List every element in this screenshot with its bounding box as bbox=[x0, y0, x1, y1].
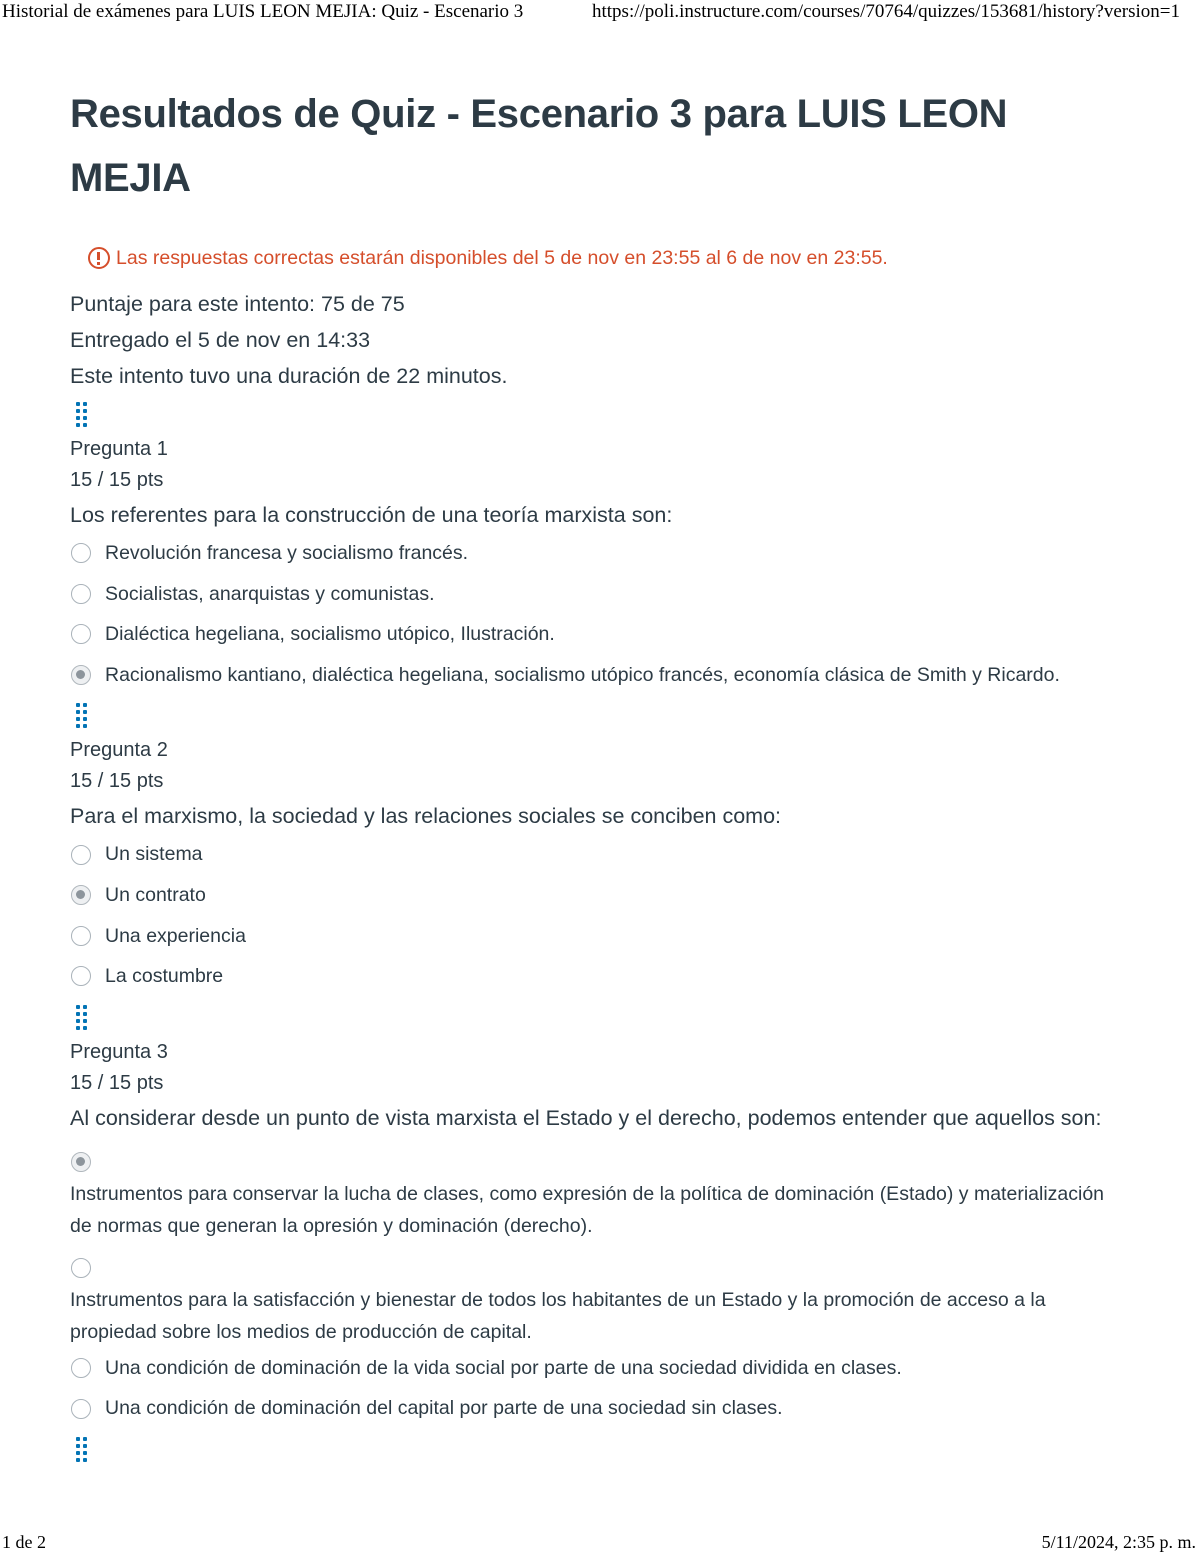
radio-icon[interactable] bbox=[71, 543, 91, 563]
print-header-title: Historial de exámenes para LUIS LEON MEJIA: Quiz - Escenario 3 bbox=[2, 1, 524, 22]
question-points: 15 / 15 pts bbox=[70, 469, 164, 491]
drag-handle-icon[interactable] bbox=[76, 703, 90, 729]
radio-icon[interactable] bbox=[71, 966, 91, 986]
question-2 bbox=[70, 735, 1130, 996]
duration-text: Este intento tuvo una duración de 22 minutos. bbox=[70, 364, 508, 388]
answer-label: Instrumentos para la satisfacción y bienestar de todos los habitantes de un Estado y la promoción de acceso a la propiedad sobre los medios de producción de capital. bbox=[70, 1288, 1046, 1343]
answers-availability-notice bbox=[88, 246, 1130, 270]
answer-label: Una condición de dominación de la vida social por parte de una sociedad dividida en clases. bbox=[105, 1356, 902, 1379]
answer-option[interactable] bbox=[70, 956, 1130, 997]
answer-option[interactable] bbox=[70, 614, 1130, 655]
answer-label: Una experiencia bbox=[105, 924, 246, 947]
drag-handle-icon[interactable] bbox=[76, 402, 90, 428]
question-3 bbox=[70, 1037, 1130, 1429]
notice-text: Las respuestas correctas estarán disponibles del 5 de nov en 23:55 al 6 de nov en 23:55. bbox=[116, 247, 888, 269]
question-title: Pregunta 1 bbox=[70, 438, 168, 460]
radio-selected-icon[interactable] bbox=[71, 1152, 91, 1172]
page-title: Resultados de Quiz - Escenario 3 para LUIS LEON MEJIA bbox=[70, 92, 1008, 200]
answer-option[interactable] bbox=[70, 1348, 1130, 1389]
answer-label: Un sistema bbox=[105, 843, 203, 866]
radio-icon[interactable] bbox=[71, 624, 91, 644]
answer-option[interactable] bbox=[70, 834, 1130, 875]
question-title: Pregunta 2 bbox=[70, 739, 168, 762]
drag-handle-icon[interactable] bbox=[76, 1437, 90, 1463]
answer-label: Racionalismo kantiano, dialéctica hegeliana, socialismo utópico francés, economía clásica de Smith y Ricardo. bbox=[105, 663, 1060, 686]
quiz-results-content bbox=[70, 82, 1130, 1469]
answer-option[interactable] bbox=[70, 574, 1130, 615]
answer-option-selected[interactable] bbox=[70, 875, 1130, 916]
answer-label: Instrumentos para conservar la lucha de clases, como expresión de la política de dominación (Estado) y materialización de normas que generan la opresión y dominación (derecho). bbox=[70, 1182, 1105, 1237]
print-header-url: https://poli.instructure.com/courses/70764/quizzes/153681/history?version=1 bbox=[592, 1, 1181, 22]
print-header bbox=[0, 0, 1200, 26]
radio-icon[interactable] bbox=[71, 1258, 91, 1278]
answer-option[interactable] bbox=[70, 533, 1130, 574]
submitted-text: Entregado el 5 de nov en 14:33 bbox=[70, 328, 371, 352]
question-1 bbox=[70, 434, 1130, 695]
page-number: 1 de 2 bbox=[2, 1532, 46, 1552]
answer-label: Un contrato bbox=[105, 883, 206, 906]
answer-option[interactable] bbox=[70, 1388, 1130, 1429]
print-footer bbox=[0, 1530, 1200, 1553]
answer-option[interactable] bbox=[70, 916, 1130, 957]
question-points: 15 / 15 pts bbox=[70, 1071, 164, 1094]
score-text: Puntaje para este intento: 75 de 75 bbox=[70, 292, 405, 316]
question-points: 15 / 15 pts bbox=[70, 770, 164, 793]
answer-option-selected[interactable] bbox=[70, 1152, 1130, 1242]
question-title: Pregunta 3 bbox=[70, 1040, 168, 1063]
answer-label: La costumbre bbox=[105, 965, 224, 988]
radio-icon[interactable] bbox=[71, 845, 91, 865]
answer-label: Socialistas, anarquistas y comunistas. bbox=[105, 582, 435, 605]
question-text: Al considerar desde un punto de vista marxista el Estado y el derecho, podemos entender que aquellos son: bbox=[70, 1105, 1102, 1130]
drag-handle-icon[interactable] bbox=[76, 1005, 90, 1031]
radio-icon[interactable] bbox=[71, 584, 91, 604]
answer-option-selected[interactable] bbox=[70, 655, 1130, 696]
attempt-summary bbox=[70, 286, 1130, 394]
radio-icon[interactable] bbox=[71, 926, 91, 946]
answer-label: Dialéctica hegeliana, socialismo utópico, Ilustración. bbox=[105, 623, 555, 646]
radio-selected-icon[interactable] bbox=[71, 885, 91, 905]
radio-icon[interactable] bbox=[71, 1358, 91, 1378]
answer-label: Revolución francesa y socialismo francés. bbox=[105, 542, 469, 564]
answer-label: Una condición de dominación del capital por parte de una sociedad sin clases. bbox=[105, 1397, 783, 1420]
radio-selected-icon[interactable] bbox=[71, 665, 91, 685]
question-text: Los referentes para la construcción de una teoría marxista son: bbox=[70, 503, 673, 527]
question-text: Para el marxismo, la sociedad y las relaciones sociales se conciben como: bbox=[70, 804, 782, 829]
warning-icon bbox=[88, 247, 110, 269]
radio-icon[interactable] bbox=[71, 1399, 91, 1419]
answer-option[interactable] bbox=[70, 1258, 1130, 1348]
print-datetime: 5/11/2024, 2:35 p. m. bbox=[1041, 1532, 1196, 1552]
